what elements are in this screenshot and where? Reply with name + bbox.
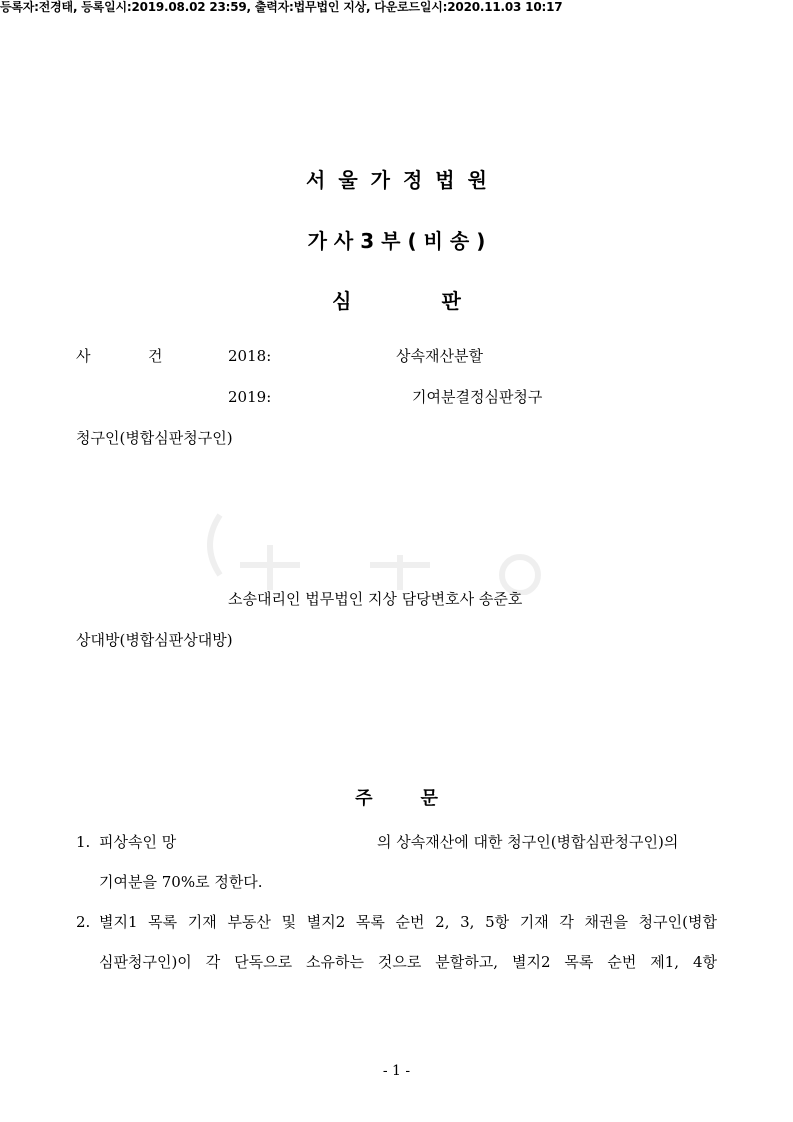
court-division: 가사3부(비송) xyxy=(307,229,493,253)
claimant-label: 청구인(병합심판청구인) xyxy=(76,429,233,447)
order-item-1-text-continued: 기여분을 70%로 정한다. xyxy=(99,873,263,891)
order-item-2-number: 2. xyxy=(76,913,91,931)
document-type xyxy=(0,289,793,313)
case-number-1-suffix: : xyxy=(266,347,272,365)
document-type-left: 심 xyxy=(332,289,352,313)
representative-line: 소송대리인 법무법인 지상 담당변호사 송준호 xyxy=(228,590,523,608)
case-label-right: 건 xyxy=(148,347,163,365)
case-number-2-year: 2019 xyxy=(228,388,267,406)
respondent-label: 상대방(병합심판상대방) xyxy=(76,631,233,649)
order-title-right: 문 xyxy=(420,788,438,809)
order-section-title xyxy=(0,788,793,810)
order-item-1-text-b: 의 상속재산에 대한 청구인(병합심판청구인)의 xyxy=(377,833,679,851)
case-number-1 xyxy=(228,347,271,365)
case-number-1-year: 2018 xyxy=(228,347,267,365)
watermark-logo xyxy=(200,495,560,595)
order-item-2-text-continued: 심판청구인)이 각 단독으로 소유하는 것으로 분할하고, 별지2 목록 순번 제1, 4항 xyxy=(99,953,717,971)
order-title-left: 주 xyxy=(355,788,373,809)
case-number-2 xyxy=(228,388,271,406)
case-number-2-suffix: : xyxy=(266,388,272,406)
court-name: 서울가정법원 xyxy=(306,168,500,192)
case-label-left: 사 xyxy=(76,347,91,365)
download-stamp-header: 등록자:전경태, 등록일시:2019.08.02 23:59, 출력자:법무법인 지상, 다운로드일시:2020.11.03 10:17 xyxy=(0,0,563,14)
order-item-1-number: 1. xyxy=(76,833,91,851)
case-title-1: 상속재산분할 xyxy=(396,347,483,365)
order-item-1-text-a: 피상속인 망 xyxy=(99,833,177,851)
order-item-2-text: 별지1 목록 기재 부동산 및 별지2 목록 순번 2, 3, 5항 기재 각 채권을 청구인(병합 xyxy=(99,913,717,931)
page-number: - 1 - xyxy=(382,1063,411,1079)
case-title-2: 기여분결정심판청구 xyxy=(412,388,543,406)
document-type-right: 판 xyxy=(441,289,461,313)
